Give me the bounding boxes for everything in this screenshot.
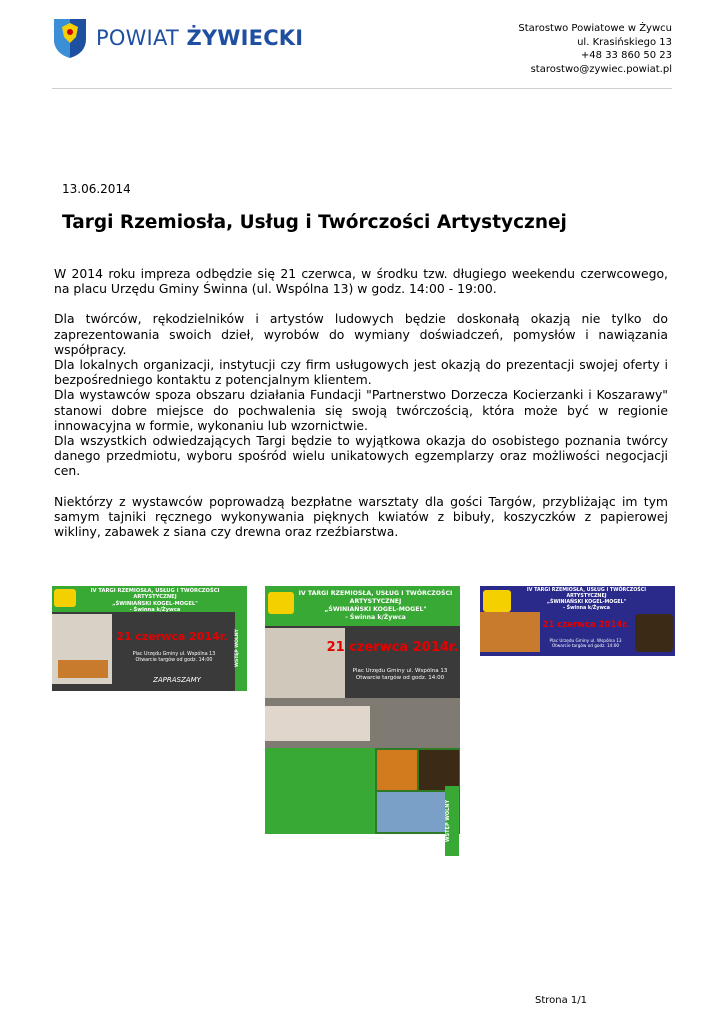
fundation-logo-icon <box>483 590 511 612</box>
article-title: Targi Rzemiosła, Usług i Twórczości Artystycznej <box>62 212 567 233</box>
poster-hours: Otwarcie targów od godz. 14:00 <box>355 675 445 681</box>
logo-main: POWIAT <box>96 26 179 50</box>
poster-date: 21 czerwca 2014r. <box>116 630 228 643</box>
paragraph: Dla wszystkich odwiedzających Targi będzie to wyjątkowa okazja do osobistego poznania twórcy danego przedmiotu, wyboru spośród wielu unikatowych egzemplarzy oraz możliwości negocjacji cen. <box>54 433 668 479</box>
contact-phone: +48 33 860 50 23 <box>580 50 672 61</box>
header-divider <box>52 88 672 89</box>
contact-office: Starostwo Powiatowe w Żywcu <box>518 23 672 34</box>
article-body <box>54 266 668 539</box>
poster-location: - Świnna k/Żywca <box>563 606 610 611</box>
poster-subheading: „ŚWINIAŃSKI KOGEL-MOGEL" <box>112 600 198 607</box>
poster-invite: ZAPRASZAMY <box>153 676 201 684</box>
fundation-logo-icon <box>268 592 294 614</box>
poster-entry: WSTĘP WOLNY <box>445 786 459 856</box>
poster-location: - Świnna k/Żywca <box>345 614 406 621</box>
poster-subheading: „ŚWINIAŃSKI KOGEL-MOGEL" <box>324 606 427 613</box>
coat-of-arms-icon <box>52 17 88 59</box>
contact-email[interactable]: starostwo@zywiec.powiat.pl <box>530 63 672 75</box>
poster-image-3[interactable] <box>480 586 675 656</box>
poster-subheading: „ŚWINIAŃSKI KOGEL-MOGEL" <box>546 600 627 605</box>
poster-image-1[interactable] <box>52 586 247 691</box>
paragraph: Niektórzy z wystawców poprowadzą bezpłatne warsztaty dla gości Targów, przybliżając im tym samym tajniki ręcznego wykonywania pięknych kwiatów z bibuły, koszyczków z papierowej wikliny, zabawek z siana czy drewna oraz rzeźbiarstwa. <box>54 493 668 540</box>
poster-place: Plac Urzędu Gminy ul. Wspólna 13 <box>132 652 216 657</box>
poster-image-2[interactable] <box>265 586 460 861</box>
page-number: Strona 1/1 <box>534 995 587 1006</box>
logo <box>52 17 303 59</box>
poster-location: - Świnna k/Żywca <box>129 607 181 614</box>
poster-hours: Otwarcie targów od godz. 14:00 <box>135 658 213 663</box>
paragraph: Dla twórców, rękodzielników i artystów ludowych będzie doskonałą okazją nie tylko do zaprezentowania swoich dzieł, wyrobów do wymiany doświadczeń, pomysłów i nawiązania współpracy. <box>54 311 668 357</box>
paragraph: Dla lokalnych organizacji, instytucji czy firm usługowych jest okazją do prezentacji swojej oferty i bezpośredniego kontaktu z potencjalnym klientem. <box>54 357 668 388</box>
poster-place: Plac Urzędu Gminy ul. Wspólna 13 <box>352 668 448 674</box>
paragraph: Dla wystawców spoza obszaru działania Fundacji "Partnerstwo Dorzecza Kocierzanki i Koszarawy" stanowi dobre miejsce do pochwalenia się swoją twórczością, która może być w regionie innowacyjna w formie, wykonaniu lub wzornictwie. <box>54 387 668 433</box>
contact-block <box>518 22 672 76</box>
poster-hours: Otwarcie targów od godz. 14:00 <box>551 643 620 649</box>
poster-heading: IV TARGI RZEMIOSŁA, USŁUG I TWÓRCZOŚCI ARTYSTYCZNEJ <box>298 590 453 605</box>
poster-date: 21 czerwca 2014r. <box>542 620 629 630</box>
poster-place: Plac Urzędu Gminy ul. Wspólna 13 <box>549 638 622 643</box>
poster-heading: IV TARGI RZEMIOSŁA, USŁUG I TWÓRCZOŚCI ARTYSTYCZNEJ <box>90 588 220 601</box>
logo-bold: ŻYWIECKI <box>186 26 304 50</box>
logo-text <box>96 26 303 50</box>
contact-street: ul. Krasińskiego 13 <box>577 36 672 48</box>
fundation-logo-icon <box>54 589 76 607</box>
article-date: 13.06.2014 <box>62 182 131 196</box>
poster-date: 21 czerwca 2014r. <box>326 640 459 655</box>
poster-heading: IV TARGI RZEMIOSŁA, USŁUG I TWÓRCZOŚCI ARTYSTYCZNEJ <box>526 588 647 599</box>
poster-entry: WSTĘP WOLNY <box>235 629 240 667</box>
paragraph: W 2014 roku impreza odbędzie się 21 czerwca, w środku tzw. długiego weekendu czerwcowego, na placu Urzędu Gminy Świnna (ul. Wspólna 13) w godz. 14:00 - 19:00. <box>54 266 668 297</box>
